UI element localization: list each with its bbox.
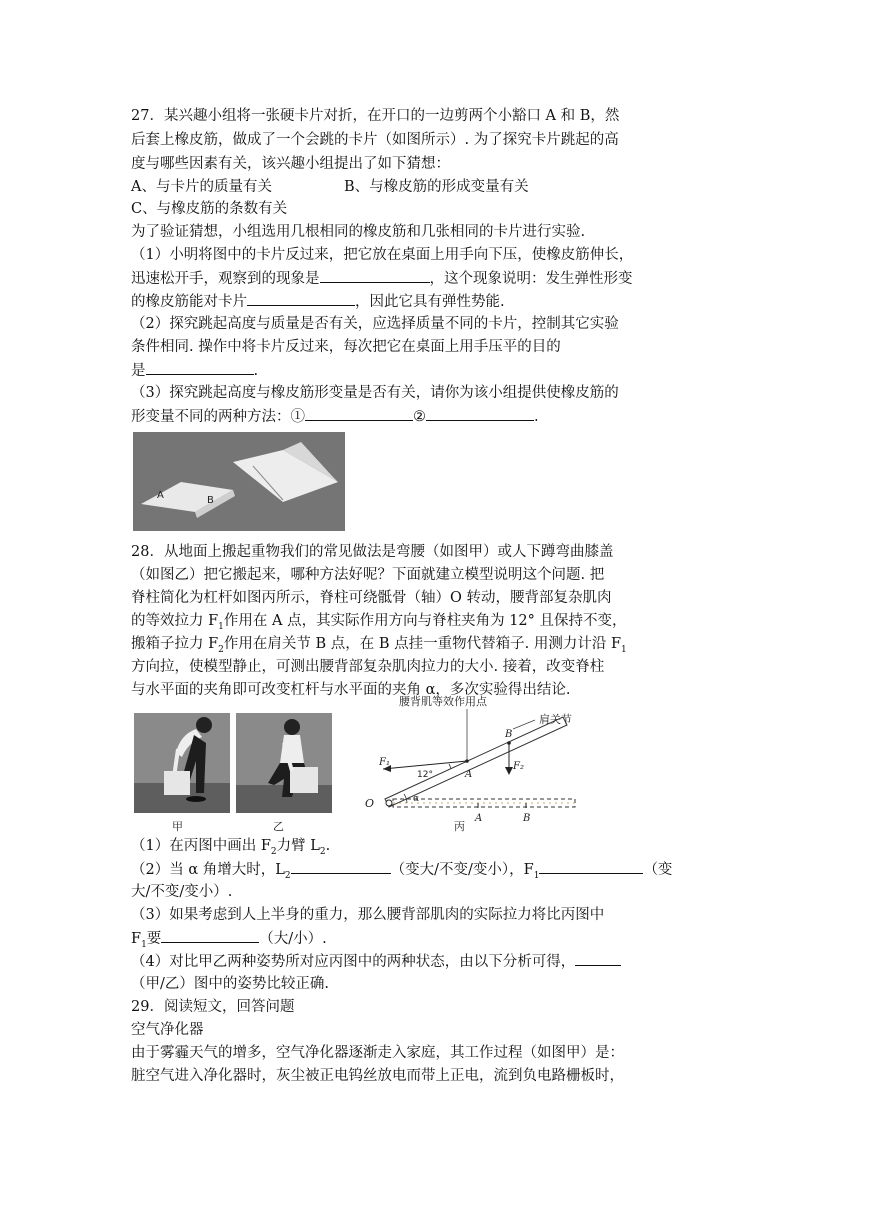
q27-line-13: （3）探究跳起高度与橡皮筋形变量是否有关，请你为该小组提供使橡皮筋的	[131, 385, 619, 401]
q27-line-4b: B、与橡皮筋的形成变量有关	[344, 179, 529, 195]
q28-line-4b: 作用在 A 点，其实际作用方向与脊柱夹角为 12° 且保持不变，	[223, 613, 627, 629]
q28-s1a: （1）在丙图中画出 F	[131, 838, 271, 854]
q28-s2a: （2）当 α 角增大时，L	[131, 862, 285, 878]
q27-line-10: （2）探究跳起高度与质量是否有关，应选择质量不同的卡片，控制其它实验	[131, 316, 619, 332]
q28-s2c: （变	[643, 862, 673, 878]
card-label-b: B	[207, 495, 214, 506]
q28-s5b: 要	[146, 931, 162, 947]
q27-line-2: 后套上橡皮筋，做成了一个会跳的卡片（如图所示）. 为了探究卡片跳起的高	[131, 132, 619, 148]
answer-blank-27-1[interactable]	[320, 267, 430, 283]
q27-line-9	[131, 290, 505, 313]
q29-line-1: 29．阅读短文，回答问题	[131, 999, 295, 1015]
q27-line-12b: .	[253, 363, 259, 379]
q28-s2sub2: 1	[533, 870, 540, 881]
q29-line-2: 空气净化器	[131, 1022, 204, 1038]
q27-line-14	[131, 405, 539, 428]
card-label-a: A	[157, 490, 164, 501]
q27-line-5: C、与橡皮筋的条数有关	[131, 201, 288, 217]
answer-blank-27-3[interactable]	[146, 359, 254, 375]
q29-line-4: 脏空气进入净化器时，灰尘被正电钨丝放电而带上正电，流到负电路栅板时，	[131, 1068, 624, 1084]
answer-blank-27-2[interactable]	[247, 290, 355, 306]
bending-waist-illustration	[134, 713, 230, 813]
q28-line-7: 与水平面的夹角即可改变杠杆与水平面的夹角 α，多次实验得出结论.	[131, 682, 571, 698]
q27-line-14c: .	[534, 409, 539, 425]
label-12-degree: 12°	[417, 770, 433, 780]
label-alpha: α	[413, 794, 420, 804]
q27-line-14a: 形变量不同的两种方法：①	[131, 409, 305, 425]
q27-line-11: 条件相同. 操作中将卡片反过来，每次把它在桌面上用手压平的目的	[131, 339, 561, 355]
q28-s1b: 力臂 L	[276, 838, 320, 854]
q28-line-6: 方向拉，使模型静止，可测出腰背部复杂肌肉拉力的大小. 接着，改变脊柱	[131, 659, 605, 675]
q28-s2b: （变大/不变/变小），F	[390, 862, 534, 878]
caption-jia: 甲	[172, 820, 183, 833]
q27-line-8b: ，这个现象说明：发生弹性形变	[429, 271, 633, 287]
q28-sub-3: （3）如果考虑到人上半身的重力，那么腰背部肌肉的实际拉力将比丙图中	[131, 907, 605, 923]
q27-line-4a: A、与卡片的质量有关	[131, 179, 272, 195]
jumping-card-illustration	[133, 432, 345, 531]
squatting-illustration	[236, 713, 332, 813]
q27-line-3: 度与哪些因素有关，该兴趣小组提出了如下猜想：	[131, 156, 450, 172]
q28-line-4a: 的等效拉力 F	[131, 613, 219, 629]
q28-sub-f2: 2	[218, 644, 224, 655]
q28-sub-f1: 1	[218, 621, 224, 632]
q28-line-1: 28．从地面上搬起重物我们的常见做法是弯腰（如图甲）或人下蹲弯曲膝盖	[131, 544, 614, 560]
label-a: A	[465, 769, 473, 780]
q27-line-8	[131, 267, 633, 290]
q28-line-2: （如图乙）把它搬起来，哪种方法好呢？下面就建立模型说明这个问题. 把	[131, 567, 605, 583]
q27-line-7: （1）小明将图中的卡片反过来，把它放在桌面上用手向下压，使橡皮筋伸长，	[131, 247, 634, 263]
q28-s1sub2: 2	[319, 846, 326, 857]
q28-s1c: .	[325, 838, 331, 854]
jumping-card-figure	[133, 432, 345, 531]
label-f1: F₁	[379, 757, 390, 768]
q28-sub-2b: 大/不变/变小）.	[131, 884, 233, 900]
caption-bing: 丙	[454, 820, 465, 833]
q28-s5sub: 1	[141, 939, 147, 950]
photo-yi	[236, 713, 332, 813]
q27-line-6: 为了验证猜想，小组选用几根相同的橡皮筋和几张相同的卡片进行实验.	[131, 224, 586, 240]
q27-line-14b: ②	[413, 409, 426, 425]
label-b: B	[505, 729, 513, 740]
answer-blank-28-2[interactable]	[539, 858, 643, 874]
q28-s1sub: 2	[270, 846, 277, 857]
q28-line-5b: 作用在肩关节 B 点，在 B 点挂一重物代替箱子. 用测力计沿 F	[223, 636, 622, 652]
q28-s5c: （大/小）.	[259, 931, 327, 947]
answer-blank-28-4[interactable]	[575, 950, 621, 966]
q28-sub-f1b: 1	[621, 644, 627, 655]
pivot-o	[386, 800, 392, 806]
q28-s2sub: 2	[284, 870, 291, 881]
q28-sub-4b: （甲/乙）图中的姿势比较正确.	[131, 976, 329, 992]
q27-line-1: 27．某兴趣小组将一张硬卡片对折，在开口的一边剪两个小豁口 A 和 B，然	[131, 108, 620, 124]
q28-s5a: F	[131, 931, 142, 947]
answer-blank-27-5[interactable]	[426, 405, 534, 421]
label-f2: F₂	[513, 761, 524, 772]
answer-blank-27-4[interactable]	[305, 405, 413, 421]
spine-lever-svg	[357, 693, 587, 833]
q27-line-9b: ，因此它具有弹性势能.	[355, 294, 505, 310]
q29-line-3: 由于雾霾天气的增多，空气净化器逐渐走入家庭，其工作过程（如图甲）是：	[131, 1045, 624, 1061]
label-o: O	[365, 797, 375, 810]
q27-line-8a: 迅速松开手，观察到的现象是	[131, 271, 320, 287]
lever-diagram	[357, 693, 587, 833]
answer-blank-28-1[interactable]	[291, 858, 391, 874]
q27-line-12a: 是	[131, 363, 146, 379]
q28-s6a: （4）对比甲乙两种姿势所对应丙图中的两种状态，由以下分析可得，	[131, 954, 576, 970]
q27-line-12	[131, 359, 258, 382]
q27-line-9a: 的橡皮筋能对卡片	[131, 294, 247, 310]
q28-line-3: 脊柱简化为杠杆如图丙所示，脊柱可绕骶骨（轴）O 转动，腰背部复杂肌肉	[131, 590, 612, 606]
label-b-horizontal: B	[523, 813, 531, 824]
label-a-horizontal: A	[475, 813, 483, 824]
q28-sub-4	[131, 950, 621, 973]
photo-jia	[134, 713, 230, 813]
label-muscle-point: 腰背肌等效作用点	[399, 695, 487, 708]
answer-blank-28-3[interactable]	[161, 927, 259, 943]
label-shoulder-joint: 肩关节	[539, 713, 572, 726]
q28-line-5a: 搬箱子拉力 F	[131, 636, 219, 652]
caption-yi: 乙	[273, 820, 284, 833]
